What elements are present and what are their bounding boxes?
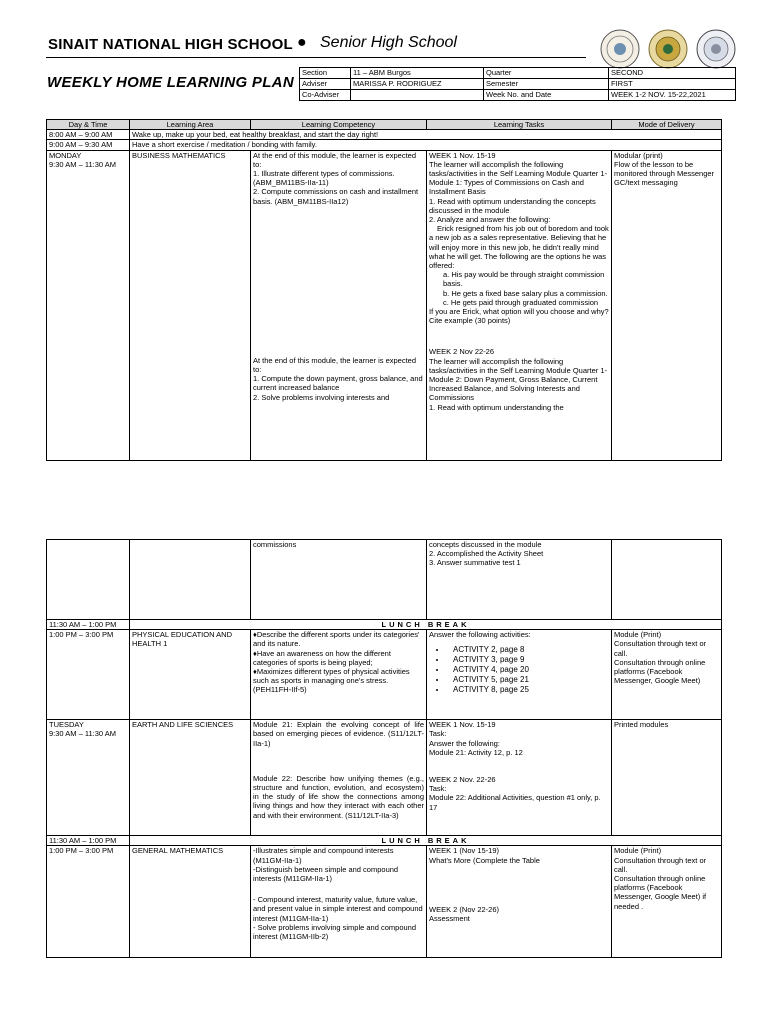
learning-area [130, 540, 251, 620]
tasks-cell [427, 720, 612, 836]
task-line: The learner will accomplish the following tasks/activities in the Self Learning Module Quarter 1-Module 1: Types of Commissions on Cash and Installment Basis [429, 159, 608, 197]
question-text: If you are Erick, what option will you choose and why? Cite example (30 points) [429, 307, 609, 326]
competency-line: - Compound interest, maturity value, future value, and present value in simple interest and compound interest (M11GM-IIa-1) [253, 895, 423, 923]
day-time-cell [47, 540, 130, 620]
school-seal-icon [697, 30, 735, 68]
lunch-time: 11:30 AM – 1:00 PM [47, 620, 130, 630]
table-row [47, 140, 722, 150]
bullet-icon: ● [297, 34, 307, 51]
table-row [47, 150, 722, 460]
task-line: 2. Accomplished the Activity Sheet [429, 549, 544, 559]
header-divider [46, 57, 586, 58]
competency-line: (PEH11FH-IIf-5) [253, 685, 307, 695]
task-line: WEEK 1 Nov. 15-19 [429, 720, 496, 730]
competency-line: -Distinguish between simple and compound interests (M11GM-IIa-1) [253, 864, 399, 884]
mode-cell [612, 150, 722, 460]
table-row [47, 846, 722, 958]
competency-line: 2. Compute commissions on cash and installment basis. (ABM_BM11BS-IIa12) [253, 187, 419, 206]
scenario-text: Erick resigned from his job out of boredom and took a new job as a sales representative. Believing that he will enjoy more in this new job, he didn't really mind what he will get. The following are the options he was offered: [429, 224, 609, 271]
adviser-label: Adviser [300, 79, 351, 90]
mode-cell: Printed modules [612, 720, 722, 836]
competency-line: ♦Maximizes different types of physical activities such as sports in managing one's stress. [253, 667, 410, 686]
competency-line: Module 22: Describe how unifying themes (e.g., structure and function, evolution, and ecosystem) in the study of life show the connections among living things and how they interact with each other and with their environment. (S11/12LT-IIa-3) [253, 773, 424, 820]
day-time-cell [47, 720, 130, 836]
mode-cell [612, 540, 722, 620]
semester-value: FIRST [609, 79, 736, 90]
lunch-row [47, 620, 722, 630]
section-value: 11 – ABM Burgos [351, 68, 484, 79]
task-line: concepts discussed in the module [429, 540, 542, 549]
routine-text: Wake up, make up your bed, eat healthy breakfast, and start the day right! [130, 130, 722, 140]
semester-label: Semester [484, 79, 609, 90]
adviser-value: MARISSA P. RODRIGUEZ [351, 79, 484, 90]
competency-cell [251, 846, 427, 958]
mode-line: Consultation through online platforms (Facebook Messenger, Google Meet) if needed . [614, 874, 707, 911]
task-line: Task: [429, 729, 447, 739]
task-line: What's More (Complete the Table [429, 855, 540, 865]
task-line: 2. Analyze and answer the following: [429, 215, 551, 225]
mode-cell [612, 846, 722, 958]
plan-table-1 [46, 119, 722, 461]
quarter-value: SECOND [609, 68, 736, 79]
competency-cell [251, 720, 427, 836]
plan-table-2 [46, 539, 722, 958]
competency-line: -Illustrates simple and compound interests (M11GM-IIa-1) [253, 846, 394, 865]
option-c: c. He gets paid through graduated commission [443, 297, 599, 307]
task-line: WEEK 2 (Nov 22-26) [429, 904, 500, 914]
competency-line: At the end of this module, the learner is expected to: [253, 150, 417, 169]
division-seal-icon [649, 30, 687, 68]
lunch-label: LUNCH BREAK [130, 620, 722, 630]
week-value: WEEK 1-2 NOV. 15-22,2021 [609, 90, 736, 101]
coadviser-label: Co-Adviser [300, 90, 351, 101]
day-time-cell [47, 150, 130, 460]
mode-line: Module (Print) [614, 630, 662, 640]
page-title: WEEKLY HOME LEARNING PLAN [47, 74, 294, 91]
quarter-label: Quarter [484, 68, 609, 79]
day-label: TUESDAY [49, 720, 84, 730]
list-item: • ACTIVITY 4, page 20 [447, 665, 609, 675]
list-item: • ACTIVITY 8, page 25 [447, 685, 609, 695]
learning-area: EARTH AND LIFE SCIENCES [130, 720, 251, 836]
tasks-cell [427, 150, 612, 460]
task-line: WEEK 1 (Nov 15-19) [429, 846, 500, 856]
competency-line: 1. Compute the down payment, gross balance, and current increased balance [253, 374, 423, 393]
time-label: 1:00 PM – 3:00 PM [47, 846, 130, 958]
task-line: The learner will accomplish the following tasks/activities in the Self Learning Module Quarter 1-Module 2: Down Payment, Gross Balance, Current Increased Balance, and Solving Interests and Commissions [429, 356, 608, 403]
section-label: Section [300, 68, 351, 79]
task-line: WEEK 2 Nov. 22-26 [429, 775, 496, 785]
list-item: • ACTIVITY 3, page 9 [447, 655, 609, 665]
table-row [47, 630, 722, 720]
col-mode-delivery: Mode of Delivery [612, 120, 722, 130]
table-row [47, 130, 722, 140]
task-line: WEEK 1 Nov. 15-19 [429, 150, 496, 160]
option-a: a. His pay would be through straight commission basis. [443, 270, 605, 289]
school-name: SINAIT NATIONAL HIGH SCHOOL [48, 36, 293, 53]
table-header-row [47, 120, 722, 130]
table-row [47, 540, 722, 620]
routine-text: Have a short exercise / meditation / bonding with family. [130, 140, 722, 150]
competency-line: At the end of this module, the learner is expected to: [253, 355, 417, 375]
mode-line: Consultation through text or call. [614, 855, 707, 874]
task-line: 1. Read with optimum understanding the [429, 402, 564, 412]
list-item: • ACTIVITY 5, page 21 [447, 675, 609, 685]
activity-list [429, 645, 609, 695]
week-label: Week No. and Date [484, 90, 609, 101]
task-line: 1. Read with optimum understanding the concepts discussed in the module [429, 196, 596, 215]
task-line: 3. Answer summative test 1 [429, 558, 521, 568]
competency-line: ♦Describe the different sports under its categories' and its nature. [253, 630, 420, 649]
col-day-time: Day & Time [47, 120, 130, 130]
lunch-row [47, 836, 722, 846]
mode-line: Consultation through text or call. [614, 639, 707, 658]
col-learning-competency: Learning Competency [251, 120, 427, 130]
col-learning-tasks: Learning Tasks [427, 120, 612, 130]
routine-time: 8:00 AM – 9:00 AM [47, 130, 130, 140]
option-b: b. He gets a fixed base salary plus a commission. [443, 288, 608, 298]
mode-line: Modular (print) [614, 150, 663, 160]
list-item: • ACTIVITY 2, page 8 [447, 645, 609, 655]
competency-cell: commissions [251, 540, 427, 620]
competency-cell [251, 630, 427, 720]
time-label: 1:00 PM – 3:00 PM [47, 630, 130, 720]
col-learning-area: Learning Area [130, 120, 251, 130]
mode-line: Module (Print) [614, 846, 662, 856]
mode-line: Consultation through online platforms (Facebook Messenger, Google Meet) [614, 657, 706, 686]
learning-area: BUSINESS MATHEMATICS [130, 150, 251, 460]
coadviser-value [351, 90, 484, 101]
task-line: Assessment [429, 914, 470, 924]
learning-area: GENERAL MATHEMATICS [130, 846, 251, 958]
tasks-cell [427, 540, 612, 620]
task-line: WEEK 2 Nov 22-26 [429, 347, 495, 357]
task-line: Task: [429, 784, 447, 794]
deped-seal-icon [601, 30, 639, 68]
lunch-time: 11:30 AM – 1:00 PM [47, 836, 130, 846]
tasks-cell [427, 846, 612, 958]
task-intro: Answer the following activities: [429, 630, 531, 640]
time-label: 9:30 AM – 11:30 AM [49, 729, 116, 739]
competency-line: 2. Solve problems involving interests and [253, 392, 390, 402]
task-line: Module 21: Activity 12, p. 12 [429, 747, 523, 757]
competency-line: Module 21: Explain the evolving concept of life based on emerging pieces of evidence. (S11/12LT-IIa-1) [253, 720, 424, 748]
mode-cell [612, 630, 722, 720]
competency-line: 1. Illustrate different types of commissions. (ABM_BM11BS-IIa-11) [253, 169, 395, 188]
competency-line: ♦Have an awareness on how the different categories of sports is being played; [253, 648, 391, 667]
strand-name: Senior High School [320, 34, 457, 51]
time-label: 9:30 AM – 11:30 AM [49, 159, 116, 169]
info-table [299, 67, 736, 101]
tasks-cell [427, 630, 612, 720]
learning-area: PHYSICAL EDUCATION AND HEALTH 1 [130, 630, 251, 720]
task-line: Module 22: Additional Activities, question #1 only, p. 17 [429, 793, 601, 812]
competency-cell [251, 150, 427, 460]
mode-line: Flow of the lesson to be monitored through Messenger GC/text messaging [614, 159, 715, 188]
task-line: Answer the following: [429, 738, 500, 748]
day-label: MONDAY [49, 150, 82, 160]
table-row [47, 720, 722, 836]
school-logos [598, 28, 738, 70]
lunch-label: LUNCH BREAK [130, 836, 722, 846]
routine-time: 9:00 AM – 9:30 AM [47, 140, 130, 150]
competency-line: - Solve problems involving simple and compound interest (M11GM-IIb-2) [253, 922, 417, 942]
